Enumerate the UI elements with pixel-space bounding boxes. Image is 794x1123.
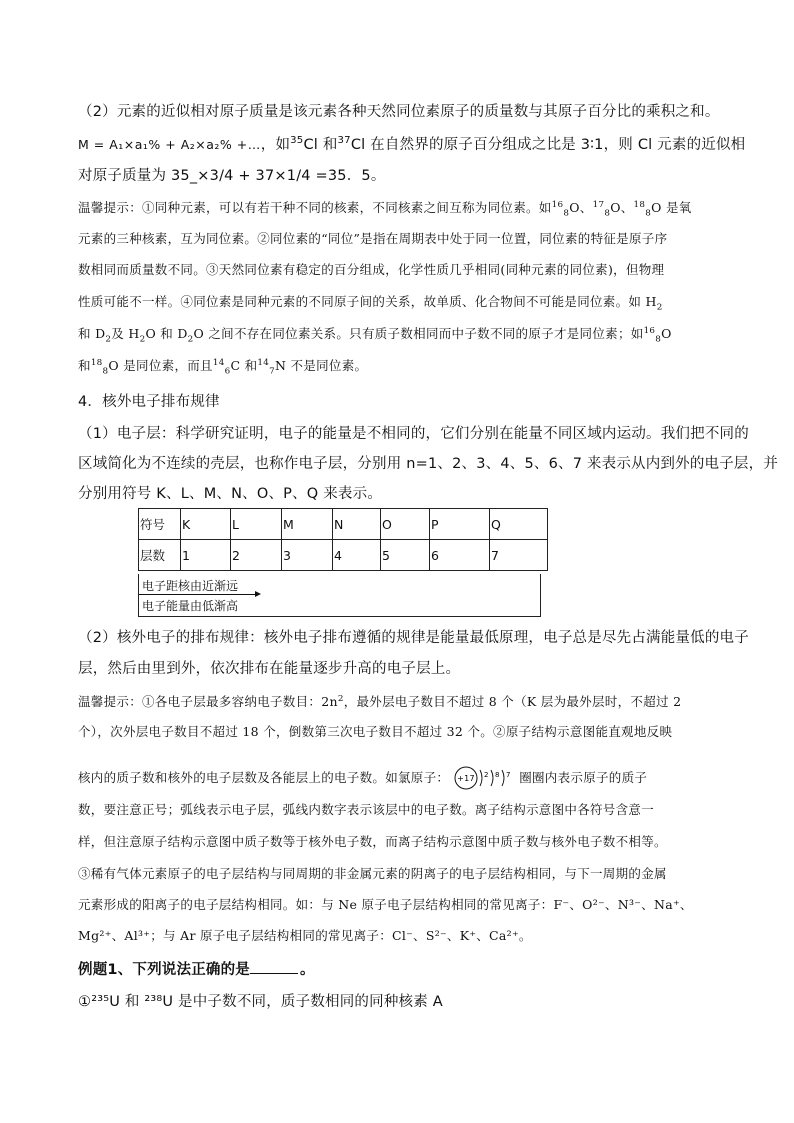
- tip1-line3: 数相同而质量数不同。③天然同位素有稳定的百分组成，化学性质几乎相同(同种元素的同位素)，但物理: [78, 262, 665, 277]
- atom-nucleus-label: +17: [457, 773, 476, 783]
- chlorine-atom-diagram: [453, 769, 515, 789]
- tip2-line4: 数，要注意正号；弧线表示电子层，弧线内数字表示该层中的电子数。离子结构示意图中各符号含意一: [78, 802, 655, 817]
- section2-heading: （2）元素的近似相对原子质量是该元素各种天然同位素原子的质量数与其原子百分比的乘积之和。: [78, 104, 720, 120]
- trend-energy: 电子能量由低渐高: [142, 599, 239, 613]
- tip2-line7: 元素形成的阳离子的电子层结构相同。如：与 Ne 原子电子层结构相同的常见离子：F⁻、O²⁻、N³⁻、Na⁺、: [78, 897, 693, 912]
- section4-p1-line3: 分别用符号 K、L、M、N、O、P、Q 来表示。: [78, 486, 383, 502]
- tip1-line2: 元素的三种核素，互为同位素。②同位素的“同位”是指在周期表中处于同一位置，同位素的特征是原子序: [78, 231, 668, 246]
- example1-item1: ①²³⁵U 和 ²³⁸U 是中子数不同，质子数相同的同种核素 A: [78, 994, 443, 1010]
- mass-formula: M = A₁×a₁% + A₂×a₂% +…: [78, 137, 261, 152]
- section4-p2-line1: （2）核外电子的排布规律：核外电子排布遵循的规律是能量最低原理，电子总是尽先占满能量低的电子: [78, 630, 749, 646]
- example1-title: 例题1、下列说法正确的是 。: [78, 962, 315, 978]
- answer-blank: [250, 961, 298, 974]
- section2-line3: 对原子质量为 35_×3/4 + 37×1/4 =35．5。: [78, 168, 386, 184]
- tip2-line5: 样，但注意原子结构示意图中质子数等于核外电子数，而离子结构示意图中质子数与核外电子数不相等。: [78, 834, 667, 849]
- section4-p1-line1: （1）电子层：科学研究证明，电子的能量是不相同的，它们分别在能量不同区域内运动。我们把不同的: [78, 426, 749, 442]
- arrow-right-icon: [139, 594, 257, 595]
- section2-formula-line: M = A₁×a₁% + A₂×a₂% +…，如$^{35}$Cl 和$^{37}$Cl 在自然界的原子百分组成之比是 3∶1，则 Cl 元素的近似相: [78, 135, 746, 153]
- tip2-line6: ③稀有气体元素原子的电子层结构与同周期的非金属元素的阴离子的电子层结构相同，与下一周期的金属: [78, 866, 667, 881]
- table-row-layers: 层数 1 2 3 4 5 6 7: [139, 540, 548, 571]
- section4-title: 4．核外电子排布规律: [78, 394, 220, 410]
- atom-shell-3: 7: [506, 770, 511, 779]
- tip1-line6: 和$^{18}_8$O 是同位素，而且$^{14}_6$C 和$^{14}_7$N 不是同位素。: [78, 357, 368, 377]
- tip2-line8: Mg²⁺、Al³⁺；与 Ar 原子电子层结构相同的常见离子：Cl⁻、S²⁻、K⁺、Ca²⁺。: [78, 928, 532, 943]
- tip1-line5: 和 $D_2$及 $H_2O$ 和 $D_2O$ 之间不存在同位素关系。只有质子数相同而中子数不同的原子才是同位素；如$^{16}_8$O: [78, 325, 672, 345]
- tip1-line1: 温馨提示：①同种元素，可以有若干种不同的核素，不同核素之间互称为同位素。如$^{16}_8$O、$^{17}_8$O、$^{18}_8$O 是氧: [78, 199, 692, 219]
- table-row-symbols: 符号 K L M N O P Q: [139, 509, 548, 540]
- tip2-line2: 个），次外层电子数目不超过 18 个，倒数第三次电子数目不超过 32 个。②原子结构示意图能直观地反映: [78, 724, 673, 739]
- section4-p1-line2: 区域简化为不连续的壳层，也称作电子层，分别用 n=1、2、3、4、5、6、7 来表示从内到外的电子层，并: [78, 456, 779, 472]
- atom-shell-2: 8: [495, 770, 500, 779]
- trend-distance: 电子距核由近渐远: [142, 579, 239, 593]
- tip2-line1: 温馨提示：①各电子层最多容纳电子数目：$2n^2$，最外层电子数目不超过 8 个（K 层为最外层时，不超过 2: [78, 693, 682, 709]
- atom-shell-1: 2: [484, 770, 489, 779]
- tip2-line3: 核内的质子数和核外的电子层数及各能层上的电子数。如氯原子： +17 2 8 7 圈圈内表示原子的质子: [78, 768, 718, 789]
- electron-shell-table: [138, 508, 548, 571]
- tip1-line4: 性质可能不一样。④同位素是同种元素的不同原子间的关系，故单质、化合物间不可能是同位素。如 $H_2$: [78, 294, 663, 313]
- table-trend-row: [138, 574, 541, 617]
- section4-p2-line2: 层，然后由里到外，依次排布在能量逐步升高的电子层上。: [78, 661, 461, 677]
